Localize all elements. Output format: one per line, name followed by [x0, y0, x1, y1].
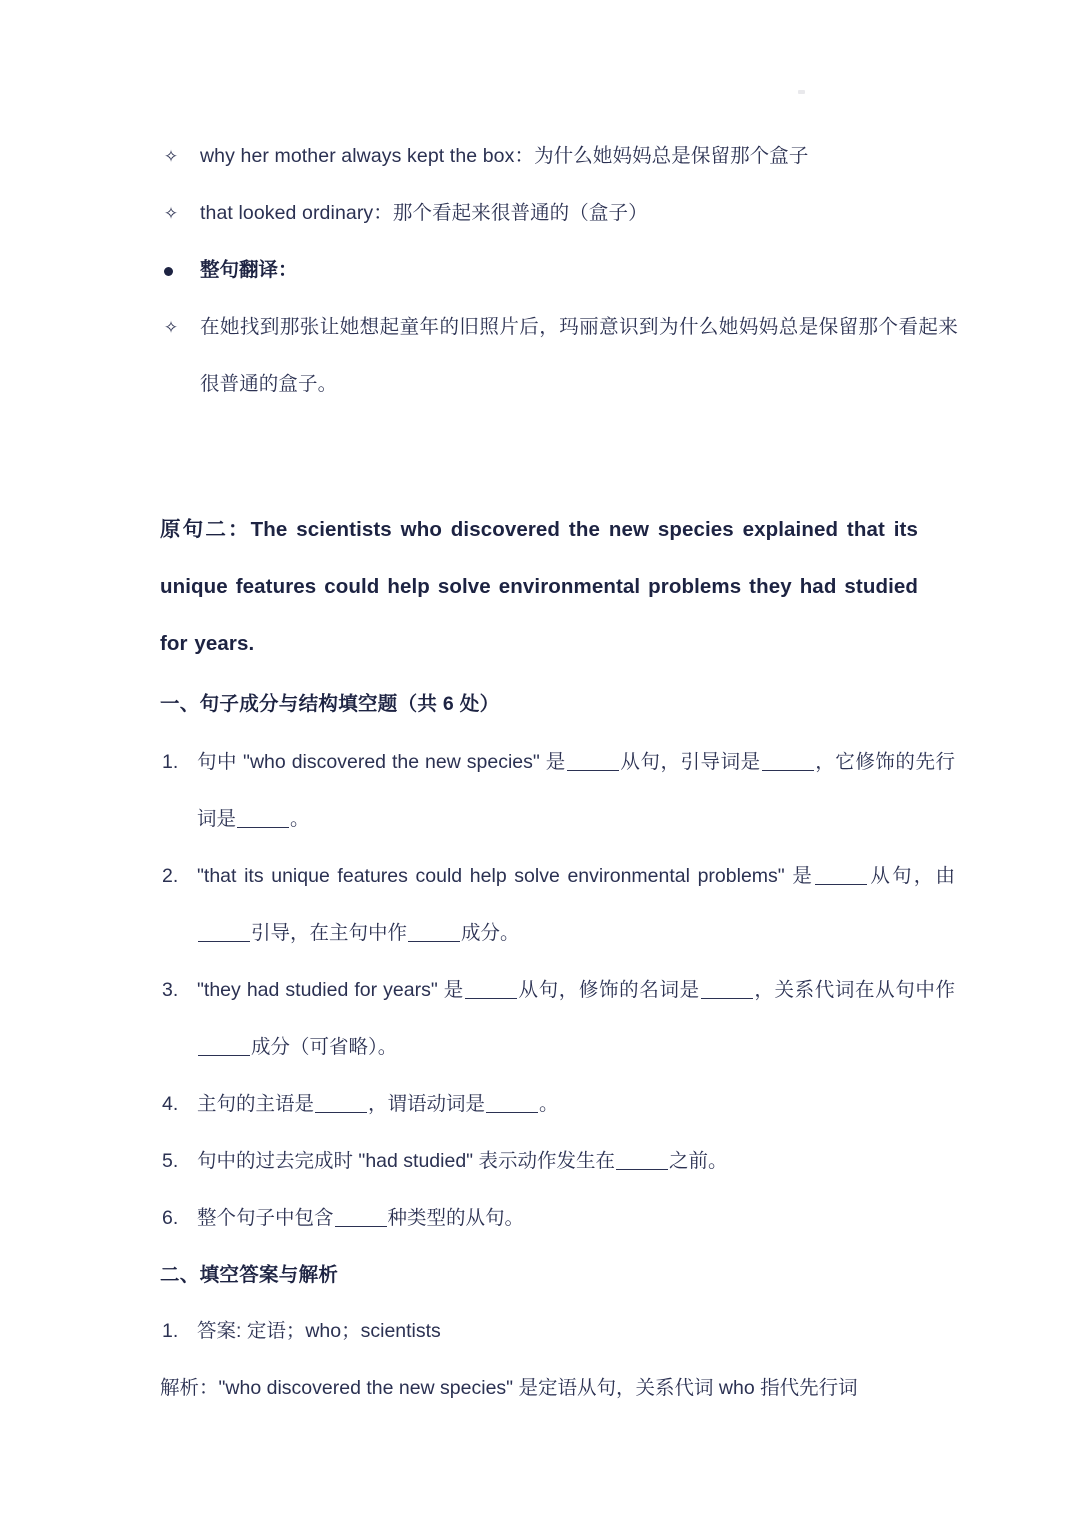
phrase-note-text: why her mother always kept the box：为什么她妈妈总是保留那个盒子: [200, 145, 809, 167]
question-number: 5.: [162, 1150, 179, 1172]
question-item: [160, 1133, 955, 1190]
question-part: 。: [290, 808, 310, 830]
question-part: 成分（可省略）。: [251, 1036, 398, 1058]
diamond-bullet-icon: ✧: [163, 147, 179, 166]
question-text: [197, 1190, 955, 1247]
diamond-bullet-icon: ✧: [163, 318, 179, 337]
question-item: [160, 962, 955, 1076]
question-item: [160, 1190, 955, 1247]
question-part: 之前。: [669, 1150, 728, 1172]
dot-bullet-icon: [164, 267, 173, 276]
question-number: 3.: [162, 979, 179, 1001]
original-sentence-text: The scientists who discovered the new species explained that its unique features could help solve environmental problems they had studied for years.: [160, 518, 918, 655]
original-sentence-block: [160, 501, 918, 672]
question-part: 句中 "who discovered the new species" 是: [197, 751, 566, 773]
answer-blank[interactable]: [567, 750, 619, 771]
phrase-note-item: [160, 185, 920, 242]
answer-blank[interactable]: [701, 978, 753, 999]
question-number: 6.: [162, 1207, 179, 1229]
answer-blank[interactable]: [762, 750, 814, 771]
answer-blank[interactable]: [335, 1206, 387, 1227]
question-part: 从句，由: [868, 865, 955, 887]
question-part: 主句的主语是: [197, 1093, 315, 1115]
answer-blank[interactable]: [815, 864, 867, 885]
question-part: 。: [539, 1093, 559, 1115]
question-text: [197, 848, 955, 962]
phrase-note-item: [160, 128, 920, 185]
question-part: 从句，修饰的名词是: [517, 979, 700, 1001]
question-part: 从句，引导词是: [619, 751, 761, 773]
question-text: [197, 962, 955, 1076]
answer-blank[interactable]: [408, 921, 460, 942]
answer-blank[interactable]: [465, 978, 517, 999]
question-part: ，谓语动词是: [368, 1093, 486, 1115]
question-text: [197, 1133, 955, 1190]
question-item: [160, 734, 955, 848]
question-number: 2.: [162, 865, 179, 887]
question-number: 4.: [162, 1093, 179, 1115]
question-item: [160, 1076, 955, 1133]
question-item: [160, 848, 955, 962]
question-part: 句中的过去完成时 "had studied" 表示动作发生在: [197, 1150, 616, 1172]
question-part: 种类型的从句。: [387, 1207, 525, 1229]
question-part: "that its unique features could help solve environmental problems" 是: [197, 865, 815, 887]
original-sentence-label: 原句二：: [160, 518, 251, 541]
question-part: ，关系代词在从句中作: [753, 979, 955, 1001]
question-text: [197, 734, 955, 848]
top-spacer: [160, 0, 920, 128]
question-part: 引导，在主句中作: [251, 922, 408, 944]
answer-blank[interactable]: [198, 921, 250, 942]
answer-explanation: 解析："who discovered the new species" 是定语从句，关系代词 who 指代先行词: [160, 1377, 858, 1399]
section-one-heading: 一、句子成分与结构填空题（共 6 处）: [160, 693, 500, 715]
section-two-heading: 二、填空答案与解析: [160, 1264, 339, 1286]
answer-text: 答案: 定语；who；scientists: [197, 1320, 441, 1342]
answer-blank[interactable]: [486, 1092, 538, 1113]
question-part: 整个句子中包含: [197, 1207, 334, 1229]
answer-item: [160, 1303, 955, 1360]
full-translation-heading-row: [160, 242, 920, 299]
answer-blank[interactable]: [315, 1092, 367, 1113]
answer-number: 1.: [162, 1320, 179, 1342]
full-translation-heading: 整句翻译：: [200, 259, 298, 281]
diamond-bullet-icon: ✧: [163, 204, 179, 223]
page-content: [160, 0, 958, 1417]
question-part: ，它修饰的先行词是: [197, 751, 955, 830]
phrase-note-text: that looked ordinary：那个看起来很普通的（盒子）: [200, 202, 648, 224]
question-part: 成分。: [461, 922, 520, 944]
question-number: 1.: [162, 751, 179, 773]
full-translation-text: 在她找到那张让她想起童年的旧照片后，玛丽意识到为什么她妈妈总是保留那个看起来很普通的盒子。: [200, 316, 958, 395]
question-part: "they had studied for years" 是: [197, 979, 464, 1001]
full-translation-item: [160, 299, 958, 413]
answer-blank[interactable]: [198, 1035, 250, 1056]
question-text: [197, 1076, 955, 1133]
section-gap: [160, 413, 920, 501]
answer-blank[interactable]: [616, 1149, 668, 1170]
answer-blank[interactable]: [237, 807, 289, 828]
